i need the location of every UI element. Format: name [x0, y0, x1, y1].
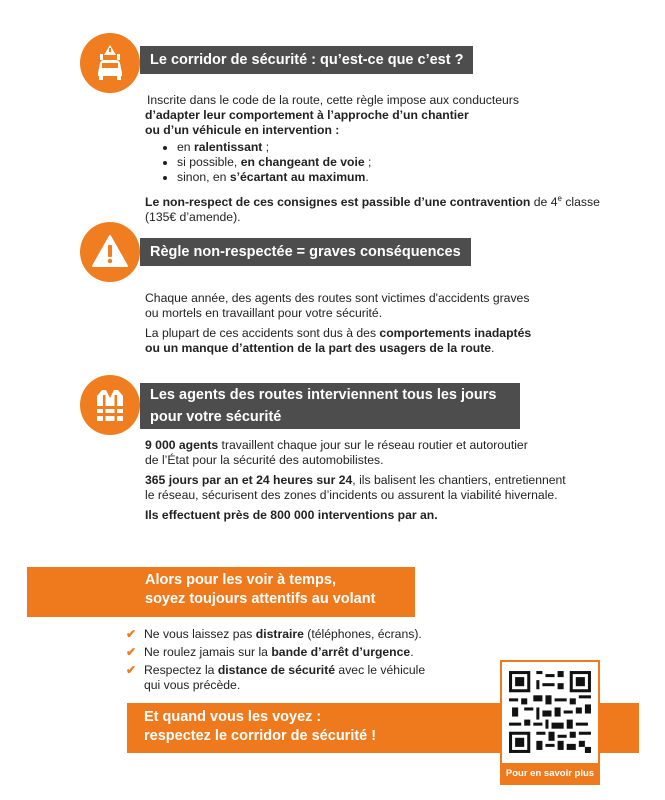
penalty-text: Le non-respect de ces consignes est passible d’une contravention de 4e classe: [145, 194, 600, 210]
cta-line1: Alors pour les voir à temps,: [145, 572, 336, 588]
list-item: • sinon, en s’écartant au maximum.: [177, 170, 605, 185]
safety-vest-icon: [80, 375, 140, 435]
section-title-corridor: [140, 46, 473, 74]
qr-code-icon[interactable]: [506, 668, 594, 756]
list-item: • si possible, en changeant de voie ;: [177, 155, 605, 170]
checklist: [126, 627, 425, 696]
section2-title: Règle non-respectée = graves conséquences: [150, 244, 461, 260]
section3-body: 9 000 agents travaillent chaque jour sur le réseau routier et autoroutier de l’État pour la sécurité des automobilistes. 365 jours par an et 24 heures sur 24, ils balisent les chantiers, entretiennent le réseau, sécurisent des zones d’incidents ou assurent la viabilité hivernale. Ils effectuent près de 800 000 interventions par an.: [145, 438, 566, 522]
cta-band: [27, 567, 415, 617]
section1-intro: Inscrite dans le code de la route, cette règle impose aux conducteurs: [147, 93, 519, 107]
final-line2: respectez le corridor de sécurité !: [144, 728, 377, 744]
section2-body: Chaque année, des agents des routes sont victimes d'accidents graves ou mortels en travaillant pour votre sécurité. La plupart de ces accidents sont dus à des comportements inadaptés ou un manque d’attention de la part des usagers de la route.: [145, 291, 532, 355]
list-item: ✔ Ne vous laissez pas distraire (téléphones, écrans).: [126, 627, 422, 641]
roadwork-car-icon: [80, 33, 140, 93]
list-item: • en ralentissant ;: [177, 140, 605, 155]
final-line1: Et quand vous les voyez :: [144, 709, 322, 725]
section-title-agents: [140, 383, 520, 429]
list-item: ✔ Respectez la distance de sécurité avec le véhicule qui vous précède.: [126, 663, 426, 692]
checkmark-icon: ✔: [126, 663, 137, 677]
cta-line2: soyez toujours attentifs au volant: [145, 591, 376, 607]
section1-title: Le corridor de sécurité : qu’est-ce que c’est ?: [150, 52, 464, 68]
checkmark-icon: ✔: [126, 645, 137, 659]
section1-body: Inscrite dans le code de la route, cette règle impose aux conducteurs d’adapter leur comportement à l’approche d’un chantier ou d’un véhicule en intervention : • en ralentissant ; • si possible, en changeant de voie ; • sinon, en s’écartant au maximum. Le non-respect de ces consignes est passible d’une contravention de 4e classe (135€ d’amende).: [145, 93, 605, 225]
qr-code-card[interactable]: [500, 660, 600, 785]
section3-title-line1: Les agents des routes interviennent tous les jours: [150, 387, 497, 403]
warning-triangle-icon: [80, 222, 140, 282]
section-title-consequences: [140, 238, 471, 266]
checkmark-icon: ✔: [126, 627, 137, 641]
qr-caption[interactable]: Pour en savoir plus: [502, 763, 598, 783]
section3-title-line2: pour votre sécurité: [150, 409, 282, 425]
list-item: ✔ Ne roulez jamais sur la bande d’arrêt d’urgence.: [126, 645, 414, 659]
bullet-list: [145, 140, 605, 185]
